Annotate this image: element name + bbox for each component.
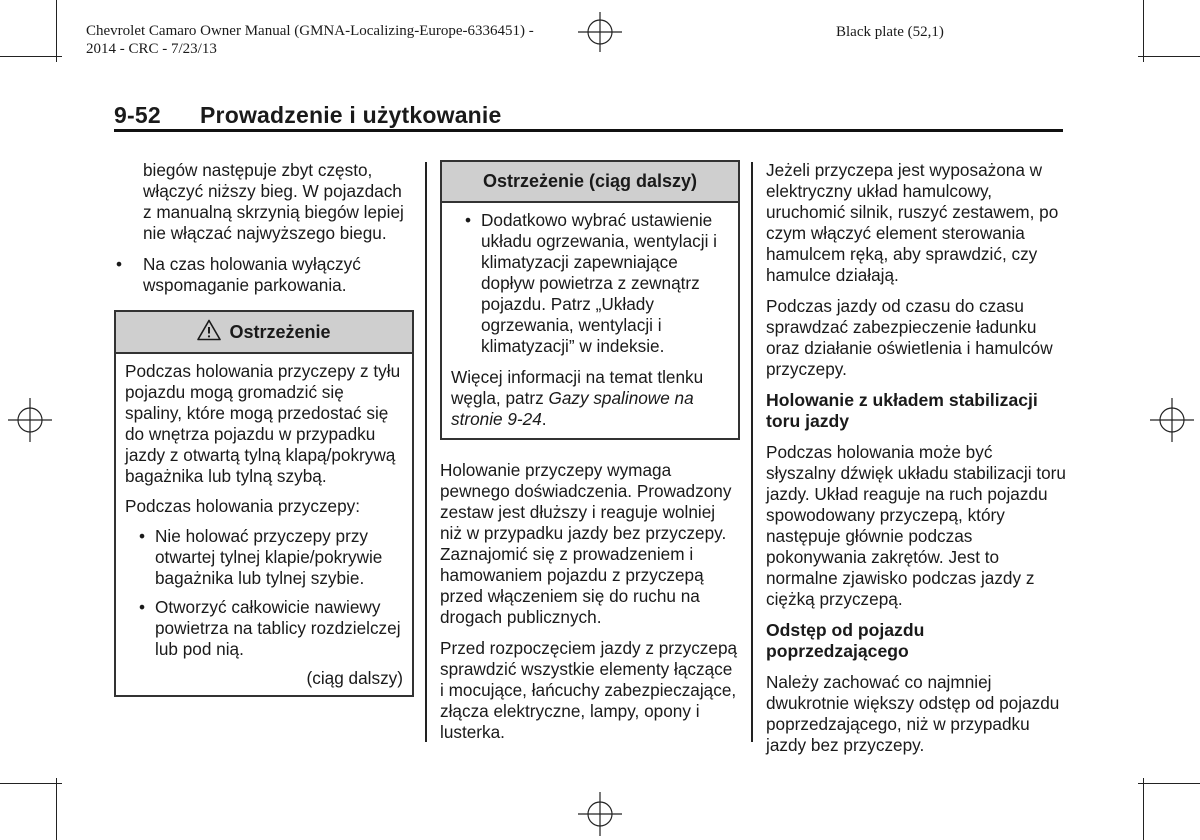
warning-header [442, 162, 738, 203]
cross-reference-link[interactable]: Gazy spalinowe na stronie 9-24 [451, 388, 694, 429]
warning-title: Ostrzeżenie [229, 322, 331, 342]
warning-list-item [125, 526, 403, 589]
continued-paragraph: biegów następuje zbyt często, włączyć niższy bieg. W pojazdach z manualną skrzynią biegów lepiej nie włączać najwyższego biegu. [143, 160, 404, 243]
paragraph: Jeżeli przyczepa jest wyposażona w elektryczny układ hamulcowy, uruchomić silnik, ruszyć zestawem, po czym włączyć element sterowania hamulcem ręką, aby sprawdzić, czy hamulce działają. [766, 160, 1059, 285]
continued-note: (ciąg dalszy) [306, 668, 403, 688]
bullet-icon: • [139, 526, 146, 546]
crop-mark [1143, 778, 1144, 840]
page-number: 9-52 [114, 102, 161, 128]
paragraph: Przed rozpoczęciem jazdy z przyczepą sprawdzić wszystkie elementy łączące i mocujące, łańcuchy zabezpieczające, złącza elektryczne, lampy, opony i lusterka. [440, 638, 738, 742]
warning-paragraph: Podczas holowania przyczepy: [125, 496, 361, 516]
reference-text: Więcej informacji na temat tlenku węgla, patrz [451, 367, 704, 408]
crop-mark [56, 778, 57, 840]
warning-list-item [125, 597, 403, 660]
column-3 [766, 160, 1066, 766]
list-item [114, 254, 414, 296]
crop-mark [56, 0, 57, 62]
paragraph: Podczas jazdy od czasu do czasu sprawdzać zabezpieczenie ładunku oraz działanie oświetlenia i hamulców przyczepy. [766, 296, 1053, 379]
column-2 [440, 160, 740, 753]
print-header-right: Black plate (52,1) [836, 24, 944, 40]
section-heading: Odstęp od pojazdu poprzedzającego [766, 620, 925, 661]
bullet-icon: • [139, 597, 146, 617]
print-header-line: Chevrolet Camaro Owner Manual (GMNA-Localizing-Europe-6336451) - [86, 23, 534, 39]
warning-list-item [451, 210, 729, 357]
print-header-line: 2014 - CRC - 7/23/13 [86, 41, 217, 57]
warning-paragraph: Podczas holowania przyczepy z tyłu pojazdu mogą gromadzić się spaliny, które mogą przedostać się do wnętrza pojazdu w przypadku jazdy z otwartą tylną klapą/pokrywą bagażnika lub tylną szybą. [125, 361, 401, 486]
registration-mark-icon [8, 398, 52, 442]
registration-mark-icon [578, 12, 622, 52]
crop-mark [0, 783, 62, 784]
crop-mark [1138, 783, 1200, 784]
print-header-left [86, 22, 534, 58]
column-divider [751, 162, 753, 742]
section-heading: Holowanie z układem stabilizacji toru jazdy [766, 390, 1038, 431]
reference-text: . [541, 409, 547, 429]
column-divider [425, 162, 427, 742]
crop-mark [1143, 0, 1144, 62]
warning-body [116, 354, 412, 695]
crop-mark [0, 56, 62, 57]
warning-title: Ostrzeżenie (ciąg dalszy) [482, 171, 698, 191]
paragraph: Należy zachować co najmniej dwukrotnie większy odstęp od pojazdu poprzedzającego, niż w przypadku jazdy bez przyczepy. [766, 672, 1060, 755]
warning-header [116, 312, 412, 354]
paragraph: Podczas holowania może być słyszalny dźwięk układu stabilizacji toru jazdy. Układ reaguje na ruch pojazdu spowodowany przyczepą, który następuje głównie podczas pokonywania zakrętów. Jest to normalne zjawisko podczas jazdy z ciężką przyczepą. [766, 442, 1066, 609]
paragraph: Holowanie przyczepy wymaga pewnego doświadczenia. Prowadzony zestaw jest dłuższy i reaguje wolniej niż w przypadku jazdy bez przyczepy. Zaznajomić się z prowadzeniem i hamowaniem pojazdu z przyczepą przed włączeniem się do ruchu na drogach publicznych. [440, 460, 732, 627]
warning-paragraph [451, 367, 729, 430]
bullet-icon: • [465, 210, 472, 230]
page-title [114, 102, 502, 129]
warning-box-continued [440, 160, 740, 440]
warning-triangle-icon [197, 319, 221, 341]
crop-mark [1138, 56, 1200, 57]
section-title: Prowadzenie i użytkowanie [200, 102, 502, 128]
list-item-text: Dodatkowo wybrać ustawienie układu ogrzewania, wentylacji i klimatyzacji zapewniające dopływ powietrza z zewnątrz pojazdu. Patrz „Układy ogrzewania, wentylacji i klimatyzacji” w indeksie. [481, 210, 717, 356]
warning-body [442, 203, 738, 438]
bullet-icon: • [116, 254, 123, 274]
registration-mark-icon [1150, 398, 1194, 442]
list-item-text: Nie holować przyczepy przy otwartej tylnej klapie/pokrywie bagażnika lub tylnej szybie. [155, 526, 383, 588]
list-item-text: Otworzyć całkowicie nawiewy powietrza na tablicy rozdzielczej lub pod nią. [155, 597, 401, 659]
warning-box [114, 310, 414, 697]
column-1 [114, 160, 414, 697]
list-item-text: Na czas holowania wyłączyć wspomaganie parkowania. [143, 254, 361, 295]
registration-mark-icon [578, 792, 622, 836]
title-rule [114, 129, 1063, 132]
spacer [440, 440, 740, 460]
